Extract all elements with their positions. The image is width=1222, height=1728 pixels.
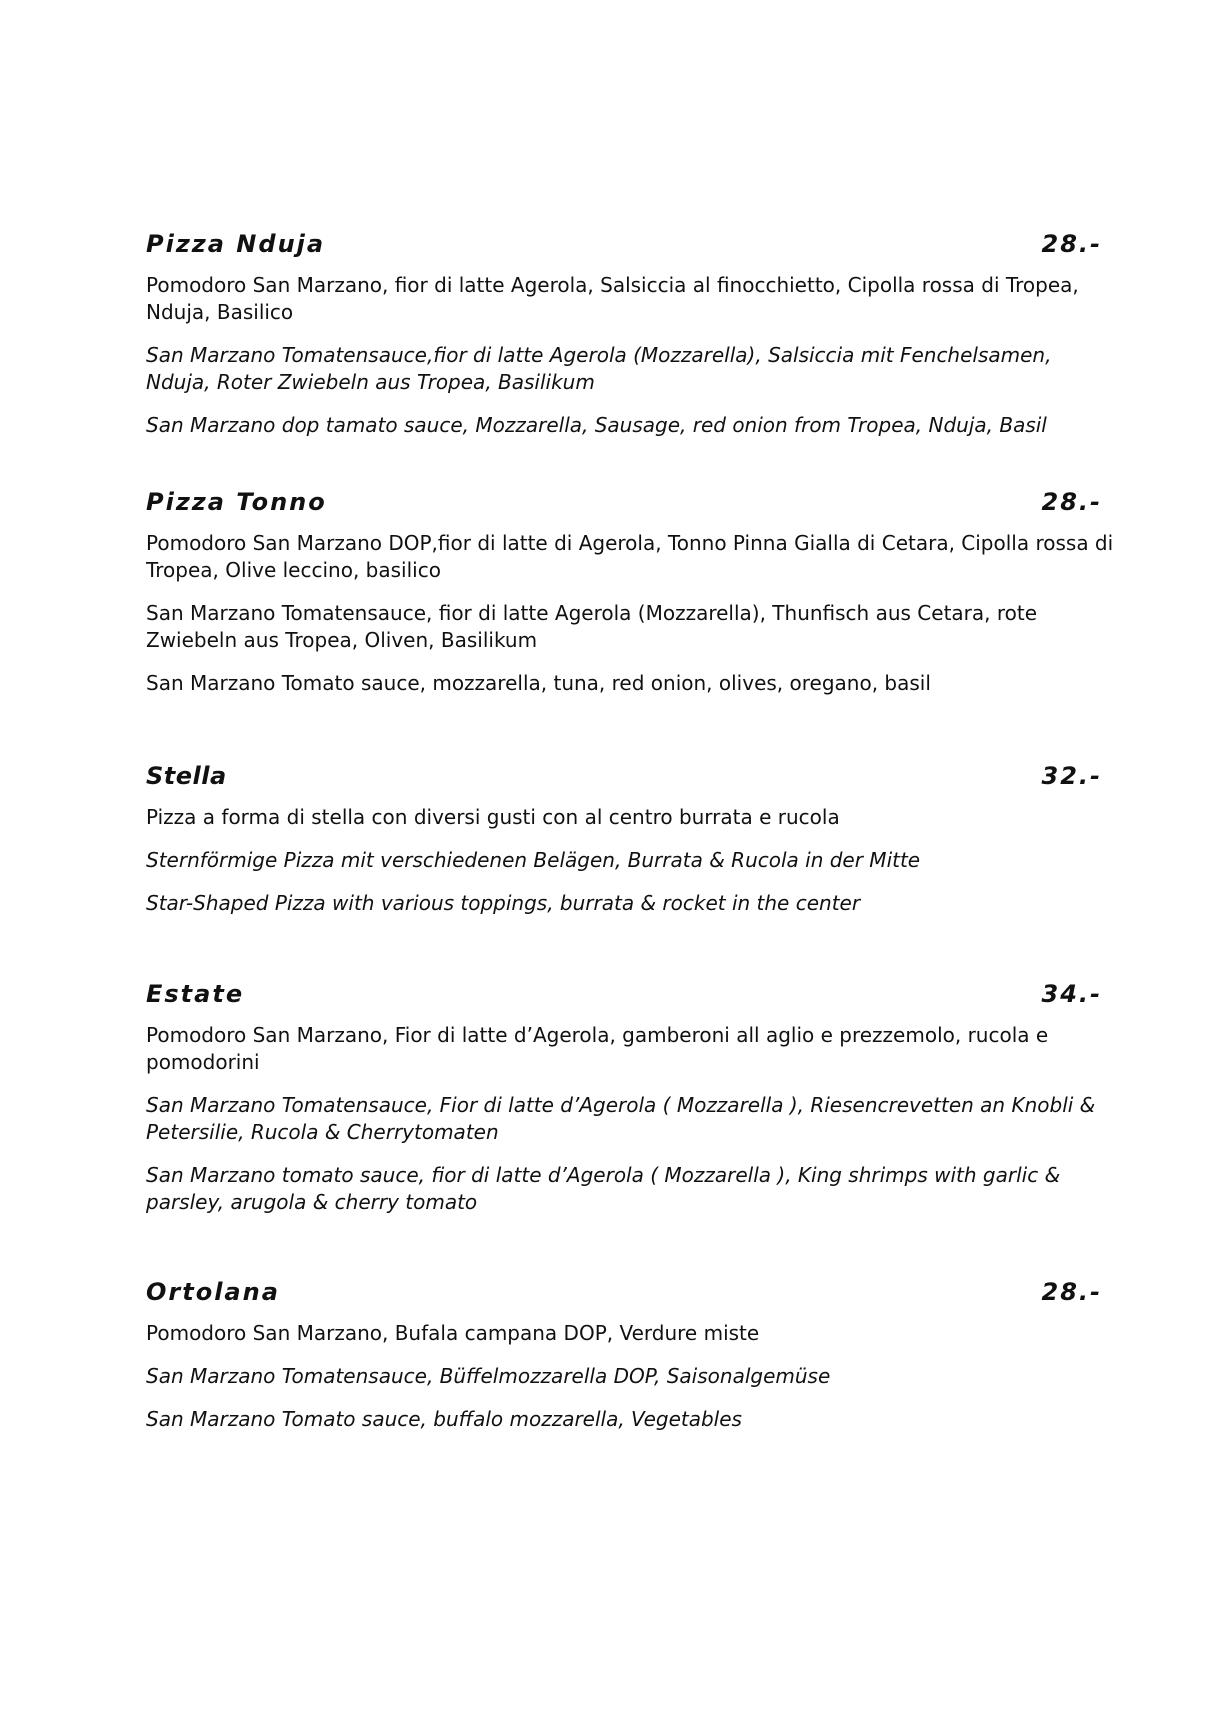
item-name: Pizza Tonno: [146, 488, 327, 516]
description-italian: Pomodoro San Marzano DOP,fior di latte di Agerola, Tonno Pinna Gialla di Cetara, Cipolla rossa di Tropea, Olive leccino, basilico: [146, 531, 1114, 582]
menu-item-header: [146, 762, 1106, 790]
item-price: 34.-: [1041, 980, 1102, 1008]
description-german: San Marzano Tomatensauce, fior di latte Agerola (Mozzarella), Thunfisch aus Cetara, rote Zwiebeln aus Tropea, Oliven, Basilikum: [146, 601, 1038, 652]
menu-item-ortolana: [146, 1278, 1106, 1433]
item-name: Ortolana: [146, 1278, 280, 1306]
item-name: Pizza Nduja: [146, 230, 326, 258]
menu-item-pizza-tonno: [146, 488, 1121, 697]
menu-item-header: [146, 230, 1106, 258]
menu-item-header: [146, 1278, 1106, 1306]
item-name: Estate: [146, 980, 245, 1008]
description-english: San Marzano Tomato sauce, mozzarella, tuna, red onion, olives, oregano, basil: [146, 671, 931, 695]
description-italian: Pomodoro San Marzano, fior di latte Agerola, Salsiccia al finocchietto, Cipolla rossa di Tropea, Nduja, Basilico: [146, 273, 1079, 324]
menu-item-pizza-nduja: [146, 230, 1121, 439]
description-german: San Marzano Tomatensauce,fior di latte Agerola (Mozzarella), Salsiccia mit Fenchelsamen, Nduja, Roter Zwiebeln aus Tropea, Basilikum: [146, 343, 1052, 394]
menu-item-estate: [146, 980, 1106, 1216]
description-english: San Marzano dop tamato sauce, Mozzarella, Sausage, red onion from Tropea, Nduja, Basil: [146, 413, 1047, 437]
item-price: 28.-: [1041, 488, 1102, 516]
menu-item-header: [146, 488, 1106, 516]
description-german: Sternförmige Pizza mit verschiedenen Belägen, Burrata & Rucola in der Mitte: [146, 848, 921, 872]
description-italian: Pomodoro San Marzano, Bufala campana DOP, Verdure miste: [146, 1321, 760, 1345]
item-price: 32.-: [1041, 762, 1102, 790]
item-name: Stella: [146, 762, 227, 790]
description-german: San Marzano Tomatensauce, Fior di latte d’Agerola ( Mozzarella ), Riesencrevetten an Knobli & Petersilie, Rucola & Cherrytomaten: [146, 1093, 1096, 1144]
item-price: 28.-: [1041, 1278, 1102, 1306]
menu-item-stella: [146, 762, 1106, 917]
menu-item-header: [146, 980, 1106, 1008]
description-english: San Marzano tomato sauce, fior di latte d’Agerola ( Mozzarella ), King shrimps with garlic & parsley, arugola & cherry tomato: [146, 1163, 1061, 1214]
description-italian: Pizza a forma di stella con diversi gusti con al centro burrata e rucola: [146, 805, 840, 829]
description-italian: Pomodoro San Marzano, Fior di latte d’Agerola, gamberoni all aglio e prezzemolo, rucola e pomodorini: [146, 1023, 1049, 1074]
description-english: San Marzano Tomato sauce, buffalo mozzarella, Vegetables: [146, 1407, 742, 1431]
description-german: San Marzano Tomatensauce, Büffelmozzarella DOP, Saisonalgemüse: [146, 1364, 831, 1388]
item-price: 28.-: [1041, 230, 1102, 258]
description-english: Star-Shaped Pizza with various toppings, burrata & rocket in the center: [146, 891, 861, 915]
